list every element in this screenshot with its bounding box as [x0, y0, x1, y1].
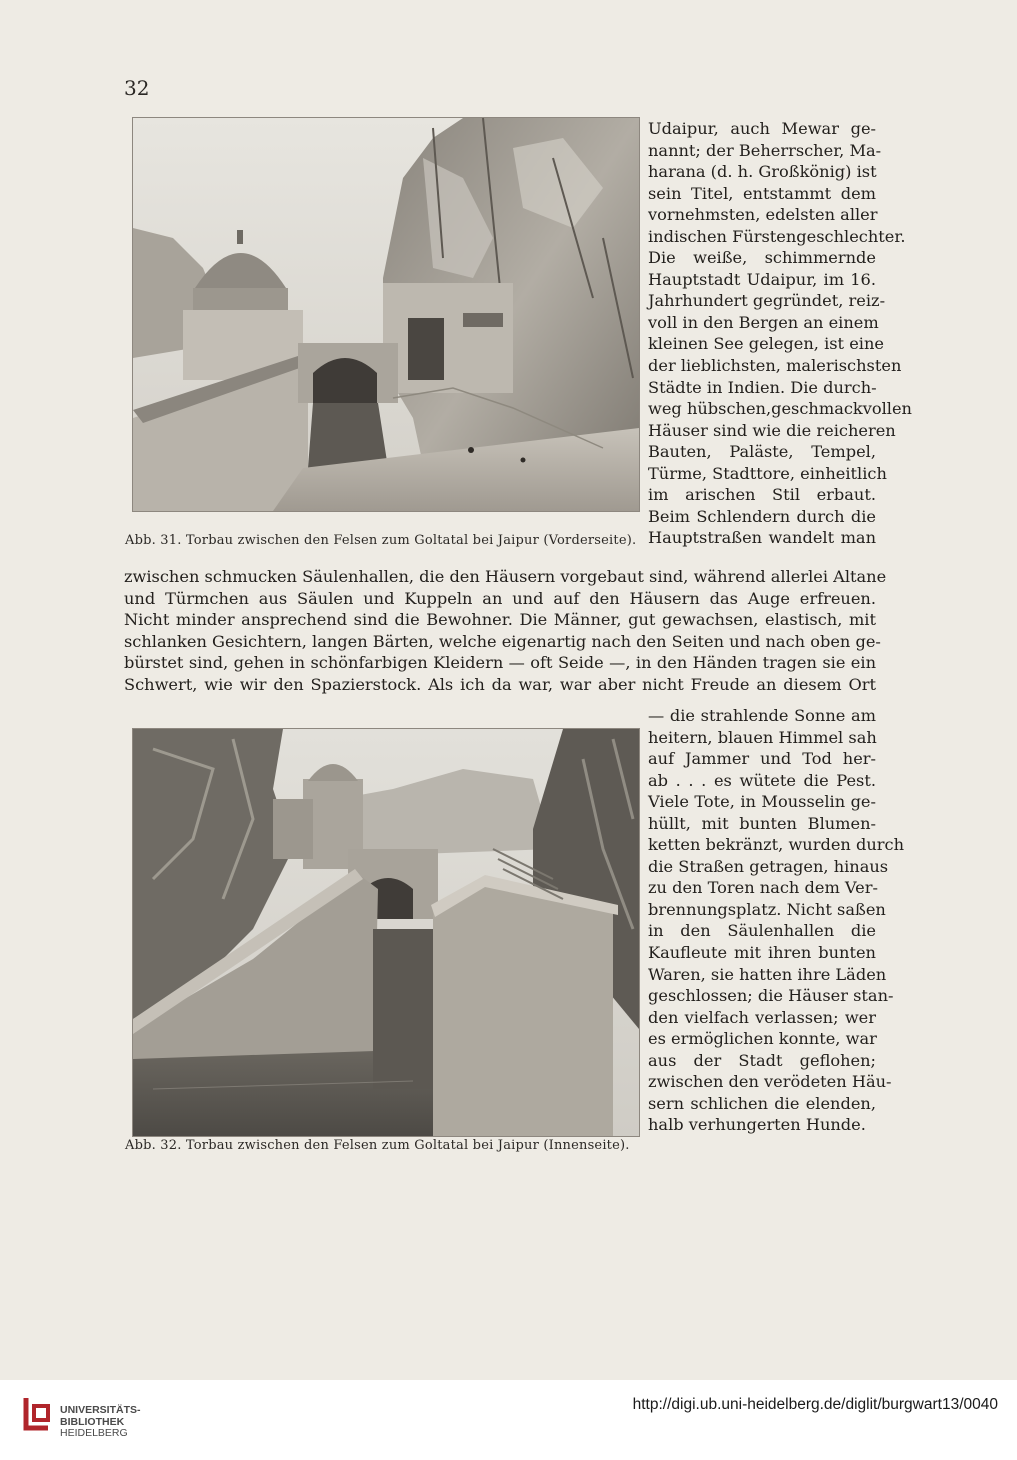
text-column-top [648, 118, 912, 549]
figure-32-photo [132, 728, 640, 1137]
text-line: heitern, blauen Himmel sah [648, 727, 877, 747]
text-line: ketten bekränzt, wurden durch [648, 835, 904, 855]
figure-32-caption: Abb. 32. Torbau zwischen den Felsen zum Goltatal bei Jaipur (Innenseite). [125, 1138, 630, 1153]
text-line: Türme, Stadttore, einheitlich [648, 463, 887, 483]
library-name-line-3: HEIDELBERG [60, 1427, 128, 1439]
text-line: den vielfach verlassen; wer [648, 1007, 876, 1027]
text-line: hüllt, mit bunten Blumen- [648, 813, 876, 833]
viewer-footer [0, 1380, 1017, 1460]
text-line: indischen Fürstengeschlechter. [648, 226, 906, 246]
text-line: Nicht minder ansprechend sind die Bewohner. Die Männer, gut gewachsen, elastisch, mit [124, 610, 876, 630]
text-line: sein Titel, entstammt dem [648, 183, 876, 203]
text-line: weg hübschen,geschmackvollen [648, 399, 912, 419]
text-column-bottom [648, 705, 904, 1136]
text-line: Bauten, Paläste, Tempel, [648, 442, 876, 462]
figure-31-photo [132, 117, 640, 512]
text-line: zu den Toren nach dem Ver- [648, 878, 878, 898]
permalink-url[interactable]: http://digi.ub.uni-heidelberg.de/diglit/burgwart13/0040 [632, 1396, 998, 1413]
text-line: zwischen den verödeten Häu- [648, 1072, 892, 1092]
library-name-line-2: BIBLIOTHEK [60, 1415, 125, 1428]
text-line: Viele Tote, in Mousselin ge- [648, 792, 876, 812]
text-line: Udaipur, auch Mewar ge- [648, 119, 876, 138]
text-line: es ermöglichen konnte, war [648, 1029, 877, 1049]
text-line: Beim Schlendern durch die [648, 506, 876, 526]
text-line: auf Jammer und Tod her- [648, 749, 876, 769]
text-line: schlanken Gesichtern, langen Bärten, welche eigenartig nach den Seiten und nach oben ge- [124, 631, 881, 651]
figure-31-caption: Abb. 31. Torbau zwischen den Felsen zum Goltatal bei Jaipur (Vorderseite). [125, 533, 637, 548]
text-line: ab . . . es wütete die Pest. [648, 770, 876, 790]
text-line: geschlossen; die Häuser stan- [648, 986, 894, 1006]
text-line: nannt; der Beherrscher, Ma- [648, 140, 882, 160]
text-line: bürstet sind, gehen in schönfarbigen Kleidern — oft Seide —, in den Händen tragen sie ein [124, 653, 876, 673]
text-line: aus der Stadt geflohen; [648, 1050, 876, 1070]
text-line: voll in den Bergen an einem [648, 312, 879, 332]
text-line: — die strahlende Sonne am [648, 706, 876, 725]
library-name [60, 1405, 141, 1440]
text-full-width [124, 566, 887, 695]
text-line: die Straßen getragen, hinaus [648, 856, 889, 876]
text-line: sern schlichen die elenden, [648, 1093, 876, 1113]
text-line: Hauptstadt Udaipur, im 16. [648, 269, 876, 289]
page-number: 32 [124, 76, 150, 100]
text-line: Städte in Indien. Die durch- [648, 377, 877, 397]
text-line: harana (d. h. Großkönig) ist [648, 162, 877, 182]
library-name-line-1: UNIVERSITÄTS- [60, 1404, 141, 1416]
text-line: halb verhungerten Hunde. [648, 1115, 866, 1135]
text-line: Waren, sie hatten ihre Läden [648, 964, 887, 984]
text-line: Schwert, wie wir den Spazierstock. Als ich da war, war aber nicht Freude an diesem Ort [124, 674, 876, 694]
text-line: Kaufleute mit ihren bunten [648, 943, 876, 963]
text-line: Hauptstraßen wandelt man [648, 528, 876, 548]
text-line: der lieblichsten, malerischsten [648, 356, 902, 376]
text-line: Jahrhundert gegründet, reiz- [648, 291, 886, 311]
university-library-logo-icon [22, 1392, 54, 1434]
text-line: im arischen Stil erbaut. [648, 485, 876, 505]
text-line: Die weiße, schimmernde [648, 248, 876, 268]
text-line: kleinen See gelegen, ist eine [648, 334, 884, 354]
text-line: zwischen schmucken Säulenhallen, die den Häusern vorgebaut sind, während allerlei Altane [124, 567, 887, 586]
text-line: vornehmsten, edelsten aller [648, 205, 878, 225]
text-line: brennungsplatz. Nicht saßen [648, 899, 886, 919]
text-line: und Türmchen aus Säulen und Kuppeln an und auf den Häusern das Auge erfreuen. [124, 588, 876, 608]
text-line: Häuser sind wie die reicheren [648, 420, 896, 440]
text-line: in den Säulenhallen die [648, 921, 876, 941]
